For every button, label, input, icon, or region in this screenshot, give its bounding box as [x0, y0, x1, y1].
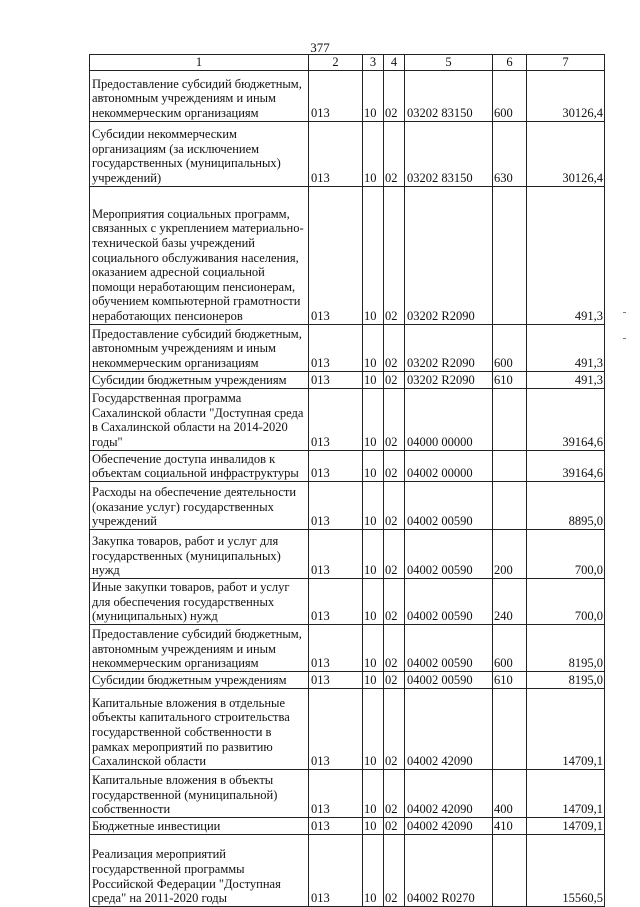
row-cell-c4: 02 [384, 688, 405, 769]
row-name-cell: Субсидии бюджетным учреждениям [90, 671, 309, 688]
row-cell-c3: 10 [363, 186, 384, 324]
row-cell-c2: 013 [309, 388, 363, 450]
row-cell-c4: 02 [384, 671, 405, 688]
row-cell-c4: 02 [384, 481, 405, 529]
row-name-cell: Предоставление субсидий бюджетным, автономным учреждениям и иным некоммерческим организациям [90, 70, 309, 121]
row-cell-c4: 02 [384, 578, 405, 624]
row-cell-c3: 10 [363, 671, 384, 688]
row-cell-c6: 610 [493, 671, 527, 688]
row-cell-c4: 02 [384, 450, 405, 481]
row-cell-c3: 10 [363, 688, 384, 769]
row-name-cell: Бюджетные инвестиции [90, 817, 309, 834]
row-cell-c2: 013 [309, 450, 363, 481]
row-name-cell: Субсидии некоммерческим организациям (за исключением государственных (муниципальных) учреждений) [90, 121, 309, 186]
row-cell-c4: 02 [384, 388, 405, 450]
row-cell-c7: 15560,5 [527, 834, 605, 906]
row-cell-c7: 39164,6 [527, 388, 605, 450]
header-cell: 4 [384, 55, 405, 71]
row-cell-c2: 013 [309, 529, 363, 578]
row-cell-c4: 02 [384, 324, 405, 371]
row-cell-c4: 02 [384, 624, 405, 671]
table-row [90, 324, 605, 371]
row-cell-c7: 491,3 [527, 186, 605, 324]
row-cell-c6: 240 [493, 578, 527, 624]
row-cell-c7: 14709,1 [527, 817, 605, 834]
table-row [90, 450, 605, 481]
table-row [90, 671, 605, 688]
row-cell-c5: 04002 42090 [405, 817, 493, 834]
row-name-cell: Капитальные вложения в объекты государственной (муниципальной) собственности [90, 769, 309, 817]
row-cell-c5: 04002 00590 [405, 481, 493, 529]
row-cell-c3: 10 [363, 578, 384, 624]
header-cell: 6 [493, 55, 527, 71]
row-name-cell: Закупка товаров, работ и услуг для государственных (муниципальных) нужд [90, 529, 309, 578]
table-row [90, 186, 605, 324]
header-cell: 5 [405, 55, 493, 71]
row-cell-c6 [493, 450, 527, 481]
row-cell-c3: 10 [363, 624, 384, 671]
row-cell-c6: 630 [493, 121, 527, 186]
table-row [90, 121, 605, 186]
header-row [90, 55, 605, 71]
row-cell-c6 [493, 186, 527, 324]
row-cell-c7: 30126,4 [527, 121, 605, 186]
header-cell: 1 [90, 55, 309, 71]
table-row [90, 624, 605, 671]
table-row [90, 578, 605, 624]
row-name-cell: Мероприятия социальных программ, связанных с укреплением материально-технической базы учреждений социального обслуживания населения, оказанием адресной социальной помощи неработающим пенсионерам, обучением компьютерной грамотности неработающих пенсионеров [90, 186, 309, 324]
margin-mark [623, 338, 626, 339]
row-name-cell: Капитальные вложения в отдельные объекты капитального строительства государственной собственности в рамках мероприятий по развитию Сахалинской области [90, 688, 309, 769]
row-name-cell: Предоставление субсидий бюджетным, автономным учреждениям и иным некоммерческим организациям [90, 324, 309, 371]
row-cell-c2: 013 [309, 324, 363, 371]
row-cell-c2: 013 [309, 769, 363, 817]
row-cell-c2: 013 [309, 817, 363, 834]
table-row [90, 388, 605, 450]
row-cell-c2: 013 [309, 834, 363, 906]
row-cell-c7: 30126,4 [527, 70, 605, 121]
row-cell-c5: 04002 R0270 [405, 834, 493, 906]
row-cell-c5: 04002 00590 [405, 578, 493, 624]
row-cell-c4: 02 [384, 371, 405, 388]
row-name-cell: Предоставление субсидий бюджетным, автономным учреждениям и иным некоммерческим организациям [90, 624, 309, 671]
row-cell-c4: 02 [384, 186, 405, 324]
table-row [90, 371, 605, 388]
row-cell-c7: 491,3 [527, 371, 605, 388]
row-cell-c5: 03202 R2090 [405, 186, 493, 324]
row-cell-c2: 013 [309, 186, 363, 324]
row-cell-c2: 013 [309, 688, 363, 769]
row-cell-c6 [493, 688, 527, 769]
row-cell-c6 [493, 834, 527, 906]
row-cell-c2: 013 [309, 70, 363, 121]
budget-table [89, 54, 605, 907]
row-cell-c3: 10 [363, 450, 384, 481]
row-cell-c5: 04002 42090 [405, 769, 493, 817]
row-cell-c2: 013 [309, 371, 363, 388]
row-cell-c3: 10 [363, 70, 384, 121]
row-cell-c2: 013 [309, 624, 363, 671]
row-cell-c3: 10 [363, 834, 384, 906]
row-cell-c2: 013 [309, 578, 363, 624]
header-cell: 7 [527, 55, 605, 71]
row-name-cell: Государственная программа Сахалинской области "Доступная среда в Сахалинской области на 2014-2020 годы" [90, 388, 309, 450]
row-cell-c5: 04002 00000 [405, 450, 493, 481]
row-cell-c6: 600 [493, 70, 527, 121]
header-cell: 2 [309, 55, 363, 71]
row-cell-c7: 8895,0 [527, 481, 605, 529]
row-cell-c6: 600 [493, 324, 527, 371]
row-cell-c5: 04002 00590 [405, 671, 493, 688]
row-cell-c5: 04002 00590 [405, 624, 493, 671]
row-name-cell: Иные закупки товаров, работ и услуг для обеспечения государственных (муниципальных) нужд [90, 578, 309, 624]
row-cell-c6: 600 [493, 624, 527, 671]
row-cell-c6: 410 [493, 817, 527, 834]
table-row [90, 481, 605, 529]
row-cell-c4: 02 [384, 769, 405, 817]
row-cell-c7: 700,0 [527, 578, 605, 624]
row-cell-c7: 14709,1 [527, 769, 605, 817]
row-cell-c3: 10 [363, 817, 384, 834]
row-cell-c4: 02 [384, 817, 405, 834]
row-cell-c3: 10 [363, 769, 384, 817]
row-cell-c2: 013 [309, 671, 363, 688]
table-row [90, 769, 605, 817]
table-row [90, 834, 605, 906]
row-cell-c2: 013 [309, 121, 363, 186]
row-cell-c7: 39164,6 [527, 450, 605, 481]
row-cell-c4: 02 [384, 834, 405, 906]
row-cell-c4: 02 [384, 70, 405, 121]
row-cell-c7: 8195,0 [527, 671, 605, 688]
row-cell-c4: 02 [384, 121, 405, 186]
row-cell-c7: 700,0 [527, 529, 605, 578]
row-cell-c3: 10 [363, 388, 384, 450]
row-name-cell: Расходы на обеспечение деятельности (оказание услуг) государственных учреждений [90, 481, 309, 529]
row-cell-c3: 10 [363, 121, 384, 186]
row-cell-c3: 10 [363, 481, 384, 529]
row-cell-c5: 04000 00000 [405, 388, 493, 450]
row-cell-c3: 10 [363, 371, 384, 388]
row-name-cell: Обеспечение доступа инвалидов к объектам социальной инфраструктуры [90, 450, 309, 481]
row-cell-c7: 8195,0 [527, 624, 605, 671]
page-number: 377 [310, 40, 330, 55]
row-cell-c6 [493, 388, 527, 450]
row-cell-c5: 04002 00590 [405, 529, 493, 578]
row-cell-c3: 10 [363, 324, 384, 371]
row-cell-c7: 14709,1 [527, 688, 605, 769]
row-cell-c6: 610 [493, 371, 527, 388]
row-cell-c5: 04002 42090 [405, 688, 493, 769]
table-row [90, 817, 605, 834]
row-cell-c4: 02 [384, 529, 405, 578]
row-cell-c6 [493, 481, 527, 529]
row-cell-c5: 03202 83150 [405, 70, 493, 121]
row-cell-c5: 03202 R2090 [405, 324, 493, 371]
row-name-cell: Реализация мероприятий государственной программы Российской Федерации "Доступная среда" на 2011-2020 годы [90, 834, 309, 906]
row-cell-c6: 400 [493, 769, 527, 817]
row-name-cell: Субсидии бюджетным учреждениям [90, 371, 309, 388]
table-row [90, 529, 605, 578]
row-cell-c6: 200 [493, 529, 527, 578]
row-cell-c2: 013 [309, 481, 363, 529]
margin-mark [623, 312, 626, 313]
table-row [90, 70, 605, 121]
row-cell-c3: 10 [363, 529, 384, 578]
header-cell: 3 [363, 55, 384, 71]
row-cell-c5: 03202 R2090 [405, 371, 493, 388]
table-row [90, 688, 605, 769]
row-cell-c5: 03202 83150 [405, 121, 493, 186]
row-cell-c7: 491,3 [527, 324, 605, 371]
